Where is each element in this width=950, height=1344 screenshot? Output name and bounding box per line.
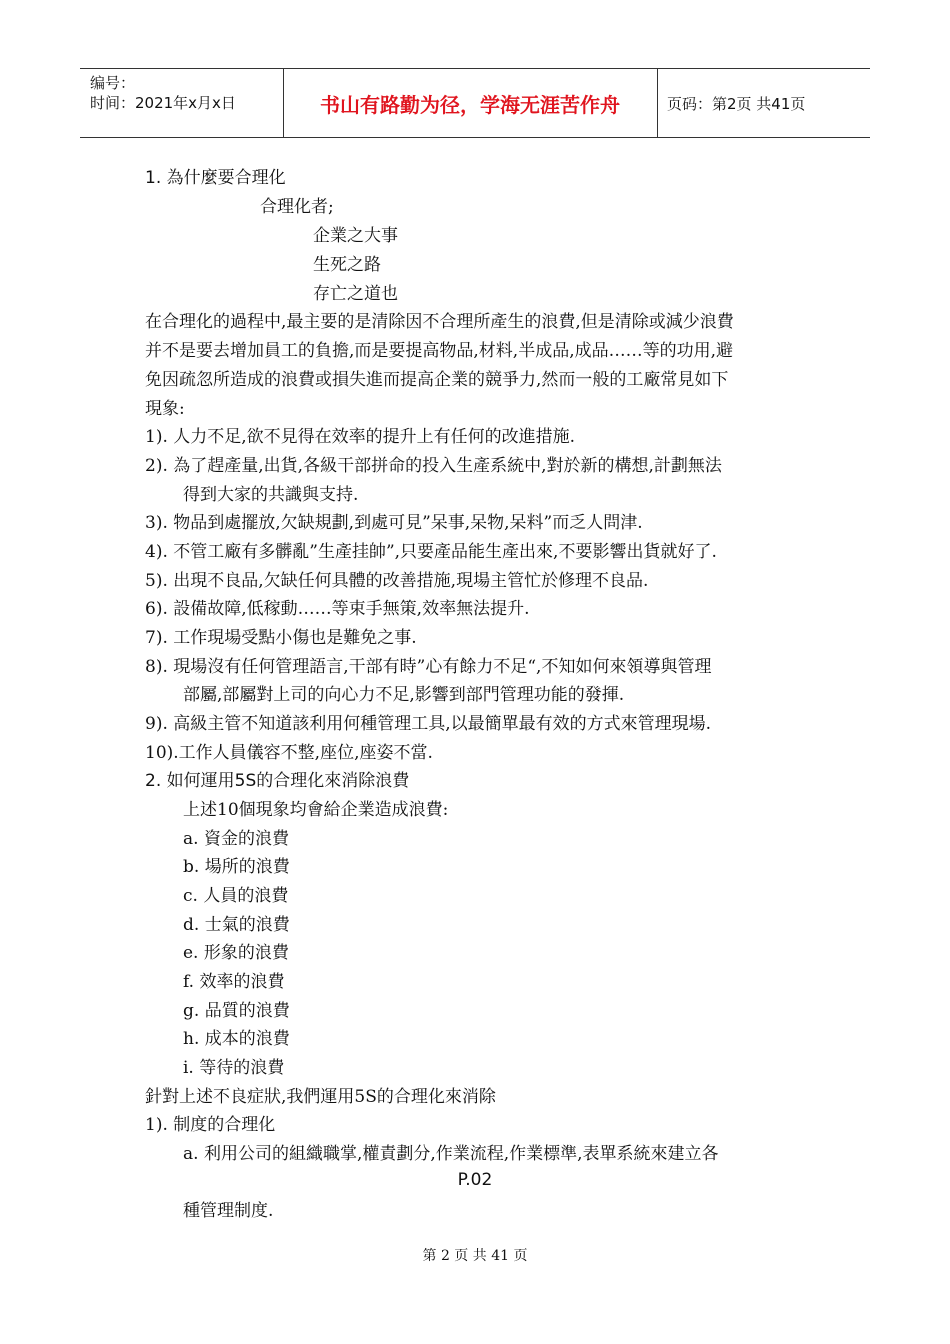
sub-list-item: i. 等待的浪費 [183,1058,285,1078]
list-item: 4). 不管工廠有多髒亂”生產挂帥”,只要產品能生產出來,不要影響出貨就好了. [145,542,717,562]
list-item: 1). 人力不足,欲不見得在效率的提升上有任何的改進措施. [145,427,576,447]
sub-list-item: h. 成本的浪費 [183,1029,290,1049]
list-item: 6). 設備故障,低稼動……等束手無策,效率無法提升. [145,599,530,619]
heading-1: 1. 為什麼要合理化 [145,168,286,188]
number-label: 编号： [90,74,136,92]
date-label: 时间：2021年x月x日 [90,94,236,112]
text-line: 生死之路 [313,255,381,275]
list-item: 5). 出現不良品,欠缺任何具體的改善措施,現場主管忙於修理不良品. [145,571,649,591]
page-footer: 第 2 页 共 41 页 [422,1248,528,1264]
list-item: 10).工作人員儀容不整,座位,座姿不當. [145,743,433,763]
text-line: 合理化者; [260,197,334,217]
sub-list-item: a. 資金的浪費 [183,829,289,849]
page-header [80,68,870,138]
header-meta [90,73,236,113]
list-item-continuation: 得到大家的共識與支持. [183,485,359,505]
heading-2: 2. 如何運用5S的合理化來消除浪費 [145,771,410,791]
paragraph-line: 免因疏忽所造成的浪費或損失進而提高企業的競爭力,然而一般的工廠常見如下 [145,370,729,390]
sub-list-item-continuation: 種管理制度. [183,1201,274,1221]
sub-list-item: a. 利用公司的組織職掌,權責劃分,作業流程,作業標準,表單系統來建立各 [183,1144,719,1164]
header-divider [657,69,658,137]
list-item: 3). 物品到處擺放,欠缺規劃,到處可見”呆事,呆物,呆料”而乏人問津. [145,513,643,533]
list-item: 1). 制度的合理化 [145,1115,276,1135]
sub-list-item: g. 品質的浪費 [183,1001,290,1021]
sub-list-item: f. 效率的浪費 [183,972,285,992]
paragraph-line: 并不是要去增加員工的負擔,而是要提高物品,材料,半成品,成品……等的功用,避 [145,341,734,361]
sub-list-item: e. 形象的浪費 [183,943,289,963]
paragraph-line: 現象: [145,399,185,419]
list-item: 7). 工作現場受點小傷也是難免之事. [145,628,417,648]
sub-list-item: d. 士氣的浪費 [183,915,290,935]
header-motto: 书山有路勤为径，学海无涯苦作舟 [320,93,620,117]
sub-list-item: b. 場所的浪費 [183,857,290,877]
sub-list-item: c. 人員的浪費 [183,886,289,906]
paragraph-line: 針對上述不良症狀,我們運用5S的合理化來消除 [145,1087,496,1107]
list-item: 8). 現場沒有任何管理語言,干部有時”心有餘力不足“,不知如何來領導與管理 [145,657,712,677]
header-page-label: 页码：第2页 共41页 [667,95,806,113]
text-line: 存亡之道也 [313,284,398,304]
list-item: 2). 為了趕產量,出貨,各級干部拼命的投入生產系統中,對於新的構想,計劃無法 [145,456,722,476]
paragraph-line: 在合理化的過程中,最主要的是清除因不合理所產生的浪費,但是清除或減少浪費 [145,312,734,332]
list-item-continuation: 部屬,部屬對上司的向心力不足,影響到部門管理功能的發揮. [183,685,625,705]
page-marker: P.02 [457,1170,493,1190]
text-line: 上述10個現象均會給企業造成浪費: [183,800,449,820]
text-line: 企業之大事 [313,226,398,246]
list-item: 9). 高級主管不知道該利用何種管理工具,以最簡單最有效的方式來管理現場. [145,714,712,734]
